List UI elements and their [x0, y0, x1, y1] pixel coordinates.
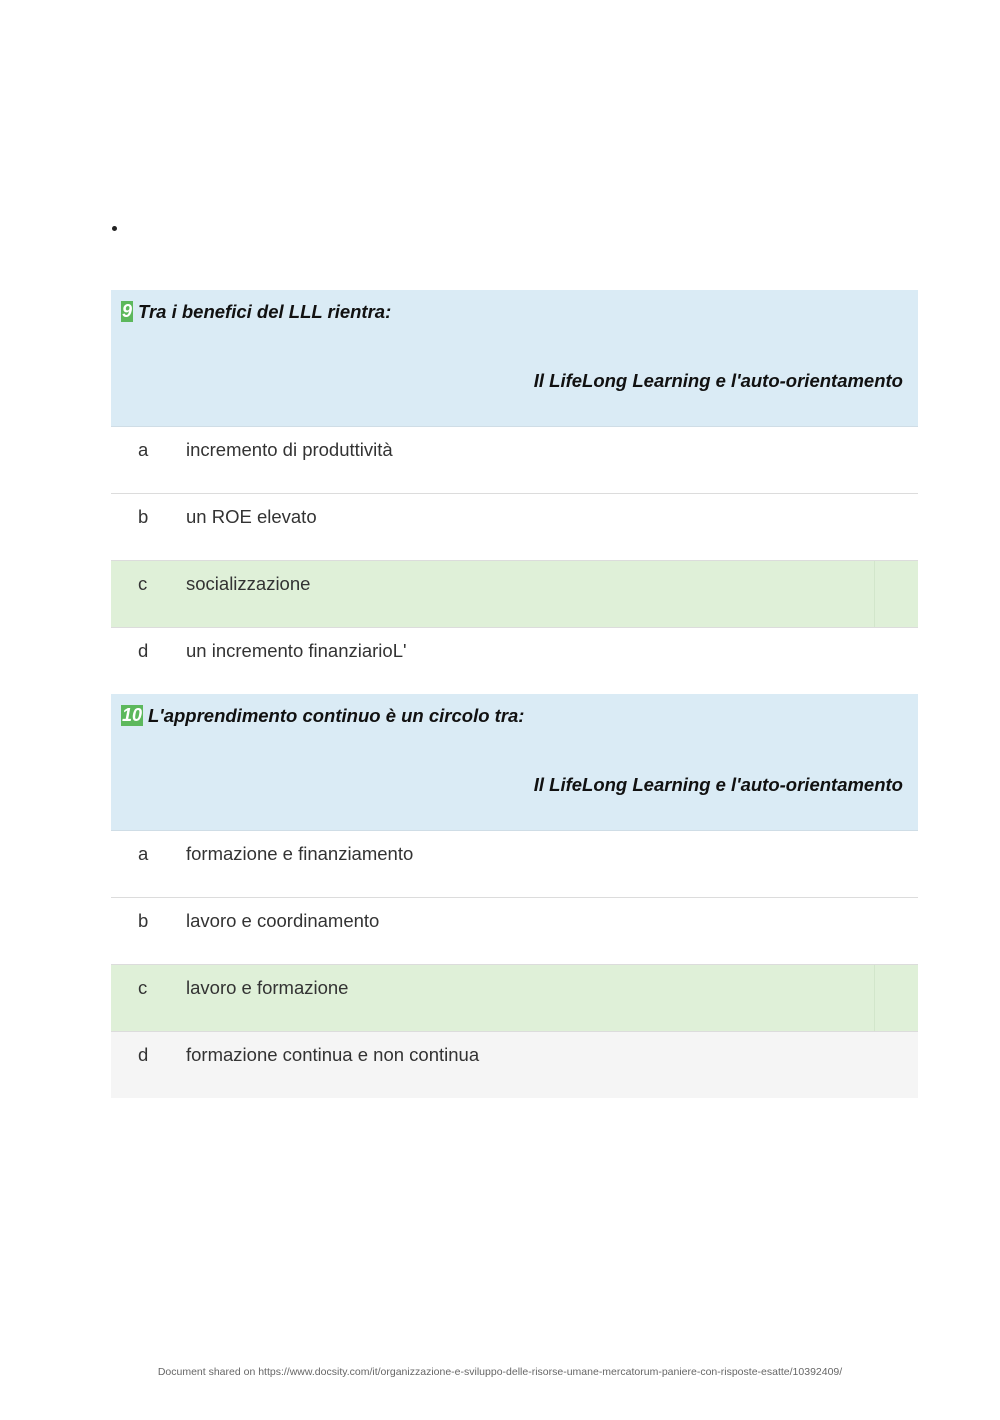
option-letter: b [138, 506, 149, 527]
question-header [111, 694, 918, 831]
option-letter: c [138, 977, 148, 998]
question-number-badge: 9 [122, 301, 133, 321]
option-text: socializzazione [186, 573, 311, 594]
option-text: incremento di produttività [186, 439, 393, 460]
question-block [111, 290, 918, 695]
option-letter: c [138, 573, 148, 594]
answer-option [111, 898, 918, 965]
question-topic: Il LifeLong Learning e l'auto-orientamento [533, 774, 903, 795]
option-letter: a [138, 439, 149, 460]
question-number-badge: 10 [122, 705, 143, 725]
bullet-marker [112, 226, 117, 231]
option-text: formazione e finanziamento [186, 843, 414, 864]
option-letter: d [138, 640, 149, 661]
option-text: lavoro e coordinamento [186, 910, 380, 931]
answer-option [111, 427, 918, 494]
option-letter: b [138, 910, 149, 931]
option-text: un incremento finanziarioL' [186, 640, 407, 661]
option-text: lavoro e formazione [186, 977, 349, 998]
option-text: un ROE elevato [186, 506, 317, 527]
question-header [111, 290, 918, 427]
answer-option [111, 831, 918, 898]
question-text: Tra i benefici del LLL rientra: [138, 301, 392, 322]
option-letter: a [138, 843, 149, 864]
question-text: L'apprendimento continuo è un circolo tra: [148, 705, 525, 726]
document-footer: Document shared on https://www.docsity.com/it/organizzazione-e-sviluppo-delle-risorse-umane-mercatorum-paniere-con-risposte-esatte/10392409/ [157, 1366, 843, 1378]
answer-option [111, 628, 918, 695]
answer-option [111, 494, 918, 561]
answer-option-correct [111, 561, 918, 628]
question-topic: Il LifeLong Learning e l'auto-orientamento [533, 370, 903, 391]
answer-option [111, 1032, 918, 1098]
question-block [111, 694, 918, 1098]
option-text: formazione continua e non continua [186, 1044, 480, 1065]
option-letter: d [138, 1044, 149, 1065]
answer-option-correct [111, 965, 918, 1032]
